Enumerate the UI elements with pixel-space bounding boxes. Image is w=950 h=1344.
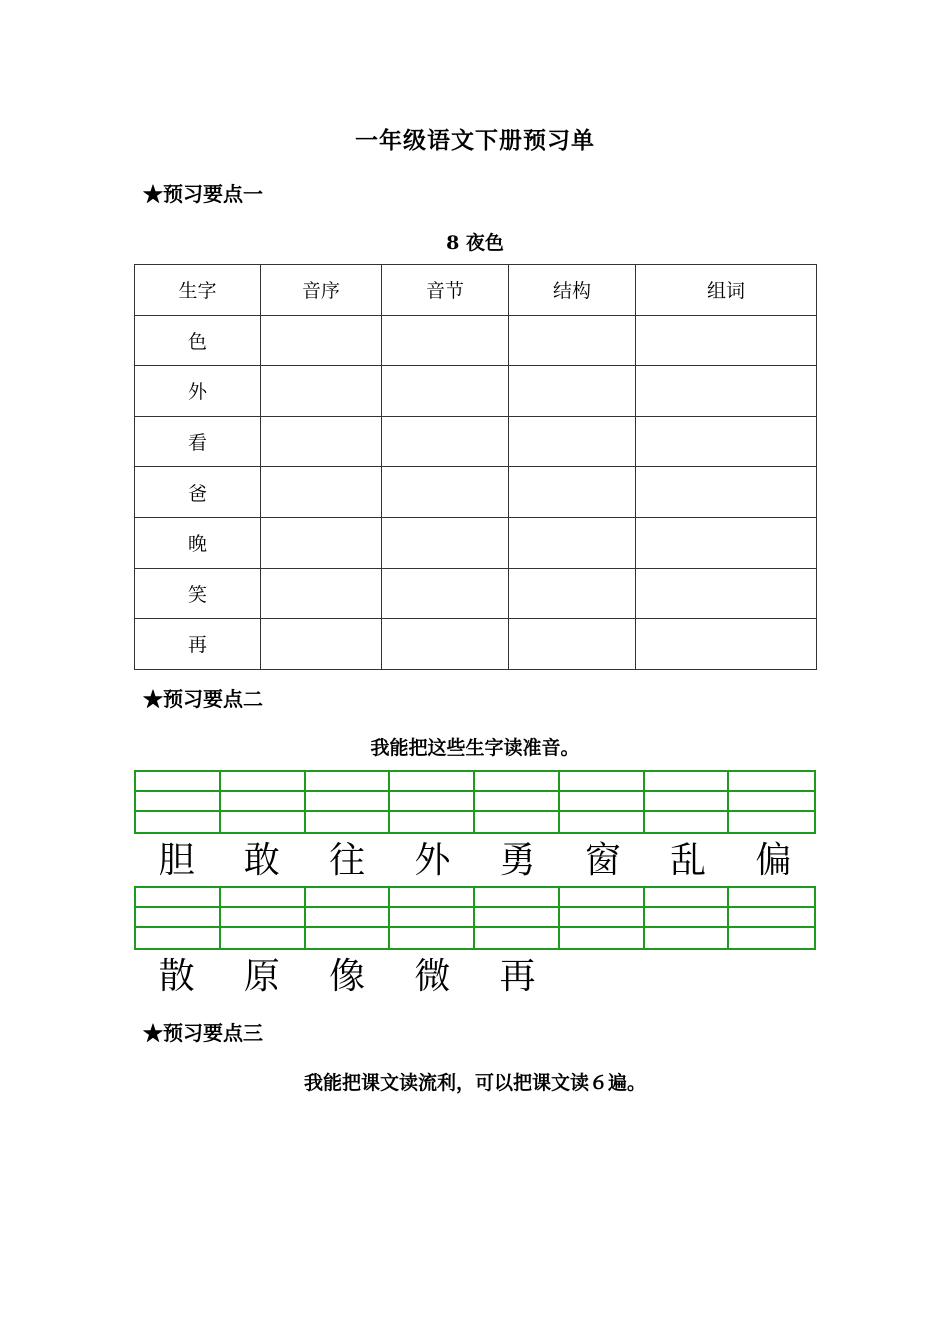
char-row-2 — [134, 954, 816, 1000]
practice-char: 微 — [414, 956, 451, 997]
answer-cell[interactable] — [509, 568, 636, 619]
grid-cell[interactable] — [136, 908, 221, 928]
practice-char: 散 — [158, 956, 195, 997]
answer-cell[interactable] — [382, 366, 509, 417]
grid-cell[interactable] — [729, 812, 814, 832]
answer-cell[interactable] — [509, 416, 636, 467]
answer-cell[interactable] — [261, 517, 382, 568]
char-cell: 色 — [135, 315, 261, 366]
grid-cell[interactable] — [729, 928, 814, 948]
practice-char: 乱 — [670, 840, 707, 881]
char-row-1 — [134, 838, 816, 884]
character-table — [134, 264, 817, 670]
practice-char: 偏 — [755, 840, 792, 881]
grid-cell[interactable] — [560, 888, 645, 908]
grid-cell[interactable] — [645, 888, 730, 908]
practice-char: 往 — [329, 840, 366, 881]
practice-char: 外 — [414, 840, 451, 881]
answer-cell[interactable] — [509, 315, 636, 366]
grid-cell[interactable] — [306, 792, 391, 812]
grid-cell[interactable] — [729, 908, 814, 928]
table-row — [135, 517, 817, 568]
char-cell: 晚 — [135, 517, 261, 568]
grid-cell[interactable] — [560, 928, 645, 948]
grid-cell[interactable] — [221, 772, 306, 792]
grid-cell[interactable] — [560, 772, 645, 792]
grid-cell[interactable] — [221, 812, 306, 832]
answer-cell[interactable] — [636, 517, 817, 568]
grid-cell[interactable] — [136, 812, 221, 832]
answer-cell[interactable] — [261, 366, 382, 417]
grid-cell[interactable] — [645, 812, 730, 832]
table-row — [135, 619, 817, 670]
table-header-cell: 组词 — [636, 265, 817, 316]
grid-cell[interactable] — [306, 928, 391, 948]
practice-char: 再 — [499, 956, 536, 997]
answer-cell[interactable] — [636, 315, 817, 366]
grid-cell[interactable] — [729, 772, 814, 792]
section-heading-2: ★预习要点二 — [143, 687, 263, 711]
answer-cell[interactable] — [382, 315, 509, 366]
table-header-cell: 生字 — [135, 265, 261, 316]
table-header-cell: 音节 — [382, 265, 509, 316]
grid-cell[interactable] — [306, 888, 391, 908]
grid-cell[interactable] — [221, 928, 306, 948]
answer-cell[interactable] — [382, 568, 509, 619]
grid-cell[interactable] — [390, 908, 475, 928]
grid-cell[interactable] — [390, 792, 475, 812]
practice-char: 敢 — [243, 840, 280, 881]
grid-cell[interactable] — [221, 908, 306, 928]
grid-cell[interactable] — [560, 908, 645, 928]
practice-char: 窗 — [584, 840, 621, 881]
grid-cell[interactable] — [475, 928, 560, 948]
grid-cell[interactable] — [645, 772, 730, 792]
answer-cell[interactable] — [636, 366, 817, 417]
grid-cell[interactable] — [136, 792, 221, 812]
page-title: 一年级语文下册预习单 — [355, 127, 595, 154]
table-row — [135, 366, 817, 417]
grid-cell[interactable] — [306, 812, 391, 832]
grid-cell[interactable] — [645, 792, 730, 812]
section-heading-1: ★预习要点一 — [143, 182, 263, 206]
practice-char: 勇 — [499, 840, 536, 881]
answer-cell[interactable] — [636, 568, 817, 619]
answer-cell[interactable] — [261, 619, 382, 670]
grid-cell[interactable] — [645, 928, 730, 948]
grid-cell[interactable] — [390, 772, 475, 792]
grid-cell[interactable] — [221, 792, 306, 812]
table-row — [135, 315, 817, 366]
table-row — [135, 568, 817, 619]
read-text-instruction: 我能把课文读流利，可以把课文读６遍。 — [303, 1072, 646, 1094]
grid-cell[interactable] — [560, 792, 645, 812]
read-instruction: 我能把这些生字读准音。 — [370, 737, 580, 759]
answer-cell[interactable] — [261, 467, 382, 518]
lesson-title: 8 夜色 — [446, 232, 504, 254]
answer-cell[interactable] — [509, 366, 636, 417]
grid-cell[interactable] — [729, 792, 814, 812]
grid-cell[interactable] — [475, 888, 560, 908]
answer-cell[interactable] — [382, 517, 509, 568]
practice-char: 胆 — [158, 840, 195, 881]
grid-cell[interactable] — [560, 812, 645, 832]
grid-cell[interactable] — [475, 792, 560, 812]
answer-cell[interactable] — [509, 619, 636, 670]
grid-cell[interactable] — [306, 772, 391, 792]
answer-cell[interactable] — [261, 315, 382, 366]
table-row — [135, 467, 817, 518]
char-cell: 笑 — [135, 568, 261, 619]
grid-cell[interactable] — [221, 888, 306, 908]
pinyin-writing-grid[interactable] — [134, 770, 816, 834]
answer-cell[interactable] — [261, 568, 382, 619]
char-cell: 爸 — [135, 467, 261, 518]
table-header-cell: 音序 — [261, 265, 382, 316]
grid-cell[interactable] — [136, 928, 221, 948]
grid-cell[interactable] — [136, 772, 221, 792]
answer-cell[interactable] — [636, 416, 817, 467]
grid-cell[interactable] — [306, 908, 391, 928]
char-cell: 再 — [135, 619, 261, 670]
answer-cell[interactable] — [636, 467, 817, 518]
answer-cell[interactable] — [382, 416, 509, 467]
table-header-row — [135, 265, 817, 316]
grid-cell[interactable] — [136, 888, 221, 908]
answer-cell[interactable] — [382, 467, 509, 518]
table-header-cell: 结构 — [509, 265, 636, 316]
grid-cell[interactable] — [475, 908, 560, 928]
char-cell: 外 — [135, 366, 261, 417]
grid-cell[interactable] — [390, 812, 475, 832]
char-cell: 看 — [135, 416, 261, 467]
answer-cell[interactable] — [261, 416, 382, 467]
section-heading-3: ★预习要点三 — [143, 1021, 263, 1045]
pinyin-writing-grid[interactable] — [134, 886, 816, 950]
practice-char: 原 — [243, 956, 280, 997]
grid-cell[interactable] — [475, 812, 560, 832]
grid-cell[interactable] — [645, 908, 730, 928]
grid-cell[interactable] — [390, 928, 475, 948]
answer-cell[interactable] — [509, 517, 636, 568]
grid-cell[interactable] — [475, 772, 560, 792]
answer-cell[interactable] — [509, 467, 636, 518]
table-row — [135, 416, 817, 467]
grid-cell[interactable] — [390, 888, 475, 908]
practice-char: 像 — [329, 956, 366, 997]
answer-cell[interactable] — [636, 619, 817, 670]
answer-cell[interactable] — [382, 619, 509, 670]
grid-cell[interactable] — [729, 888, 814, 908]
